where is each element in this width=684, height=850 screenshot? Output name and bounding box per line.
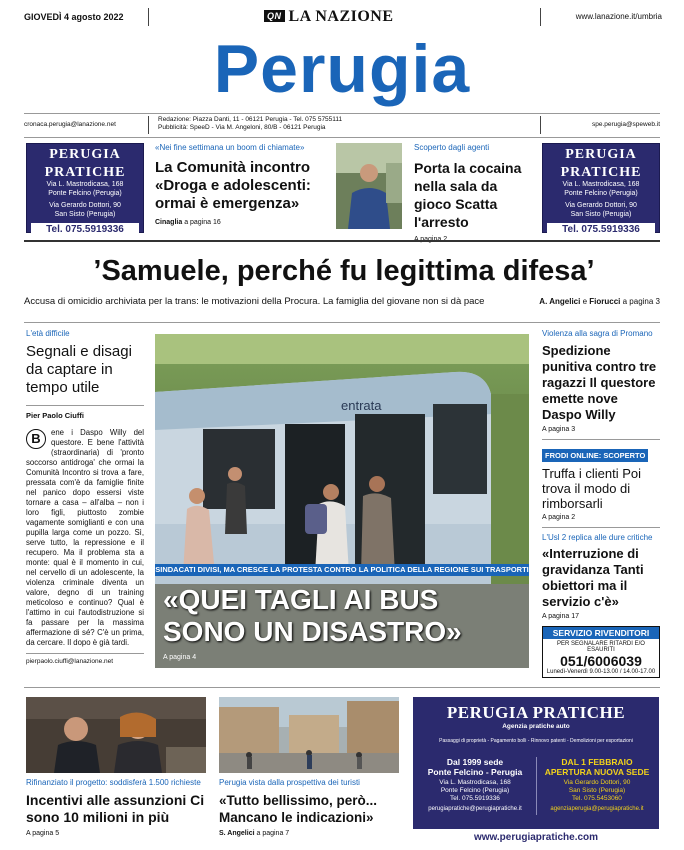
brand-logo[interactable] — [264, 8, 394, 26]
ad-big-email: perugiapratiche@perugiapratiche.it — [428, 806, 522, 812]
site-link[interactable]: www.lanazione.it/umbria — [575, 12, 662, 21]
story-author: S. Angelici — [219, 830, 255, 837]
bottom-story-incentivi[interactable] — [26, 778, 210, 837]
editorial-headline[interactable]: Segnali e disagi da captare in tempo utile — [26, 343, 132, 396]
right-column — [542, 329, 660, 678]
divider — [540, 8, 541, 26]
ad-perugia-pratiche-left[interactable] — [26, 143, 144, 233]
email-pubblicita[interactable]: spe.perugia@speweb.it — [591, 121, 660, 128]
qn-logo-mark: QN — [264, 10, 285, 22]
lead-subheadline: Accusa di omicidio archiviata per la trans: le motivazioni della Procura. La famiglia del giovane non si dà pace — [24, 296, 485, 307]
photo-headline-line2: SONO UN DISASTRO» — [163, 616, 462, 647]
ad-big-new-site: APERTURA NUOVA SEDE — [544, 767, 650, 777]
photo-headline[interactable] — [163, 584, 525, 648]
ad-title-line2: PRATICHE — [44, 165, 126, 180]
rule — [24, 137, 660, 138]
photo-strap: SINDACATI DIVISI, MA CRESCE LA PROTESTA CONTRO LA POLITICA DELLA REGIONE SUI TRASPORTI — [155, 565, 529, 574]
story-headline[interactable]: Porta la cocaina nella sala da gioco Scatta l'arresto — [414, 160, 522, 230]
lead-byline — [539, 297, 660, 306]
editorial-body-wrap — [26, 428, 144, 648]
photo-headline-line1: «QUEI TAGLI AI BUS — [163, 584, 439, 615]
ad-big-phone: Tel. 075.5453060 — [572, 795, 622, 802]
story-page-ref: A pagina 3 — [542, 426, 576, 433]
rule — [24, 113, 660, 114]
divider — [148, 8, 149, 26]
brand-name: LA NAZIONE — [288, 8, 394, 25]
story-page-ref: a pagina 7 — [256, 830, 290, 837]
ad-big-left-location — [419, 757, 531, 813]
story-headline-usl[interactable]: «Interruzione di gravidanza Tanti obiettori ma il servizio c'è» — [542, 546, 644, 609]
tag-frodi: FRODI ONLINE: SCOPERTO — [542, 449, 648, 462]
rule — [26, 653, 144, 654]
ad-title-line2: PRATICHE — [560, 165, 642, 180]
ad-phone: Tel. 075.5919336 — [547, 223, 655, 236]
story-author: Cinaglia — [155, 219, 183, 226]
story-kicker: Scoperto dagli agenti — [414, 143, 490, 152]
ad-big-town: Ponte Felcino (Perugia) — [440, 787, 510, 794]
lead-author-join: e — [582, 297, 588, 306]
story-page-ref: A pagina 17 — [542, 613, 579, 620]
story-headline-daspo[interactable]: Spedizione punitiva contro tre ragazzi Il questore emette nove Daspo Willy — [542, 343, 657, 422]
story-headline[interactable]: La Comunità incontro «Droga e adolescenti: ormai è emergenza» — [155, 159, 311, 212]
email-cronaca[interactable]: cronaca.perugia@lanazione.net — [24, 121, 116, 128]
ad-big-title: PERUGIA PRATICHE — [446, 703, 626, 722]
ad-address-4: San Sisto (Perugia) — [570, 211, 632, 218]
story-headline-truffa[interactable]: Truffa i clienti Poi trova il modo di rimborsarli — [542, 466, 641, 511]
ad-address-2: Ponte Felcino (Perugia) — [48, 190, 122, 197]
divider — [536, 757, 537, 815]
ad-big-address: Via L. Mastrodicasa, 168 — [439, 779, 511, 786]
lead-headline[interactable]: ’Samuele, perché fu legittima difesa’ — [93, 255, 595, 287]
story-page-ref: A pagina 2 — [542, 514, 576, 521]
divider — [148, 116, 149, 134]
editorial-body: ene i Daspo Willy del questore. E bene l'attività (straordinaria) di 'pronto soccorso antidroga' che ormai la Comunità Incontro si trova a fare, pressata com'è da famiglie finite nel panico dopo essersi viste tornare a casa – all'alba – non i loro figli, piuttosto zombie vagamente somiglianti e con una pupilla larga come un pozzo. Sì, serve tutto, la repressione e il recupero. Ma il problema sta a monte: qual è il momento in cui, nel cervello di un adolescente, la violenza criminale diventa un valore, degno di un training meticoloso e continuo? Qual è l'attimo in cui l'autodistruzione si fa passare per la massima affermazione di sé? C'è un prima, da cercare. Il dopo è già tardi. — [26, 428, 144, 647]
lead-author-2: Fiorucci — [589, 297, 621, 306]
story-kicker: Rifinanziato il progetto: soddisferà 1.500 richieste — [26, 778, 201, 787]
rule — [542, 527, 660, 528]
ad-address-1: Via L. Mastrodicasa, 168 — [46, 181, 124, 188]
ad-phone: Tel. 075.5919336 — [31, 223, 139, 236]
ad-big-phone: Tel. 075.5919336 — [450, 795, 500, 802]
top-story-drugs[interactable] — [155, 143, 330, 226]
rule — [24, 240, 660, 242]
story-kicker: «Nei fine settimana un boom di chiamate» — [155, 143, 305, 152]
bottom-story-turisti[interactable] — [219, 778, 403, 837]
redazione-info: Redazione: Piazza Danti, 11 - 06121 Perugia - Tel. 075 5755111 — [158, 116, 343, 123]
photo-page-ref: A pagina 4 — [163, 654, 197, 661]
serv-subtitle: PER SEGNALARE RITARDI E/O ESAURITI — [557, 641, 645, 653]
ad-big-right-location — [541, 757, 653, 813]
ad-title-line1: PERUGIA — [565, 147, 637, 162]
serv-hours: Lunedì-Venerdì 9.00-13.00 / 14.00-17.00 — [546, 669, 656, 675]
ad-address-1: Via L. Mastrodicasa, 168 — [562, 181, 640, 188]
lead-page-ref: a pagina 3 — [622, 297, 660, 306]
top-story-cocaine[interactable] — [414, 143, 534, 243]
ad-address-3: Via Gerardo Dottori, 90 — [49, 202, 121, 209]
ad-big-email: agenziaperugia@perugiapratiche.it — [550, 806, 644, 812]
rule — [24, 687, 660, 688]
lead-author-1: A. Angelici — [539, 297, 581, 306]
ad-address-4: San Sisto (Perugia) — [54, 211, 116, 218]
pubblicita-info: Pubblicità: SpeeD - Via M. Angeloni, 80/B - 06121 Perugia — [158, 124, 326, 131]
ad-big-address: Via Gerardo Dottori, 90 — [563, 779, 631, 786]
story-kicker: Perugia vista dalla prospettiva dei turisti — [219, 778, 360, 787]
photo-conference — [26, 697, 206, 773]
editorial-column — [26, 329, 144, 666]
story-kicker: L'Usl 2 replica alle dure critiche — [542, 533, 653, 542]
ad-address-2: Ponte Felcino (Perugia) — [564, 190, 638, 197]
ad-big-date: DAL 1 FEBBRAIO — [561, 757, 633, 767]
divider — [540, 116, 541, 134]
ad-title-line1: PERUGIA — [49, 147, 121, 162]
ad-address-3: Via Gerardo Dottori, 90 — [565, 202, 637, 209]
photo-community-leader — [336, 143, 402, 229]
rule — [26, 405, 144, 406]
editorial-kicker: L'età difficile — [26, 329, 70, 338]
bus-door-sign: entrata — [341, 398, 382, 413]
story-page-ref: A pagina 5 — [26, 830, 60, 837]
ad-big-town: San Sisto (Perugia) — [568, 787, 626, 794]
photo-perugia-square — [219, 697, 399, 773]
ad-big-subtitle: Agenzia pratiche auto — [502, 723, 570, 730]
photo-bus-passengers — [155, 334, 529, 668]
story-headline[interactable]: Incentivi alle assunzioni Ci sono 10 milioni in più — [26, 792, 205, 825]
editorial-email[interactable]: pierpaolo.ciuffi@lanazione.net — [26, 658, 114, 665]
story-page-ref: a pagina 16 — [184, 219, 221, 226]
rule — [24, 322, 660, 323]
ad-big-website[interactable]: www.perugiapratiche.com — [413, 829, 659, 847]
rule — [542, 439, 660, 440]
ad-perugia-pratiche-big[interactable] — [413, 697, 659, 847]
serv-title: SERVIZIO RIVENDITORI — [543, 627, 659, 639]
serv-phone[interactable]: 051/6006039 — [560, 653, 642, 669]
ad-big-services: Passaggi di proprietà - Pagamento bolli - Rinnovo patenti - Demolizioni per esportazioni — [439, 738, 633, 744]
servizio-rivenditori-box — [542, 626, 660, 678]
ad-perugia-pratiche-right[interactable] — [542, 143, 660, 233]
story-kicker: Violenza alla sagra di Promano — [542, 329, 653, 338]
masthead-title: Perugia — [213, 31, 471, 107]
dropcap: B — [26, 429, 46, 449]
story-headline[interactable]: «Tutto bellissimo, però... Mancano le indicazioni» — [219, 793, 378, 825]
ad-big-city: Ponte Felcino - Perugia — [427, 767, 523, 777]
editorial-author: Pier Paolo Ciuffi — [26, 411, 84, 420]
issue-date: GIOVEDÌ 4 agosto 2022 — [24, 12, 124, 22]
ad-big-since: Dal 1999 sede — [446, 757, 504, 767]
